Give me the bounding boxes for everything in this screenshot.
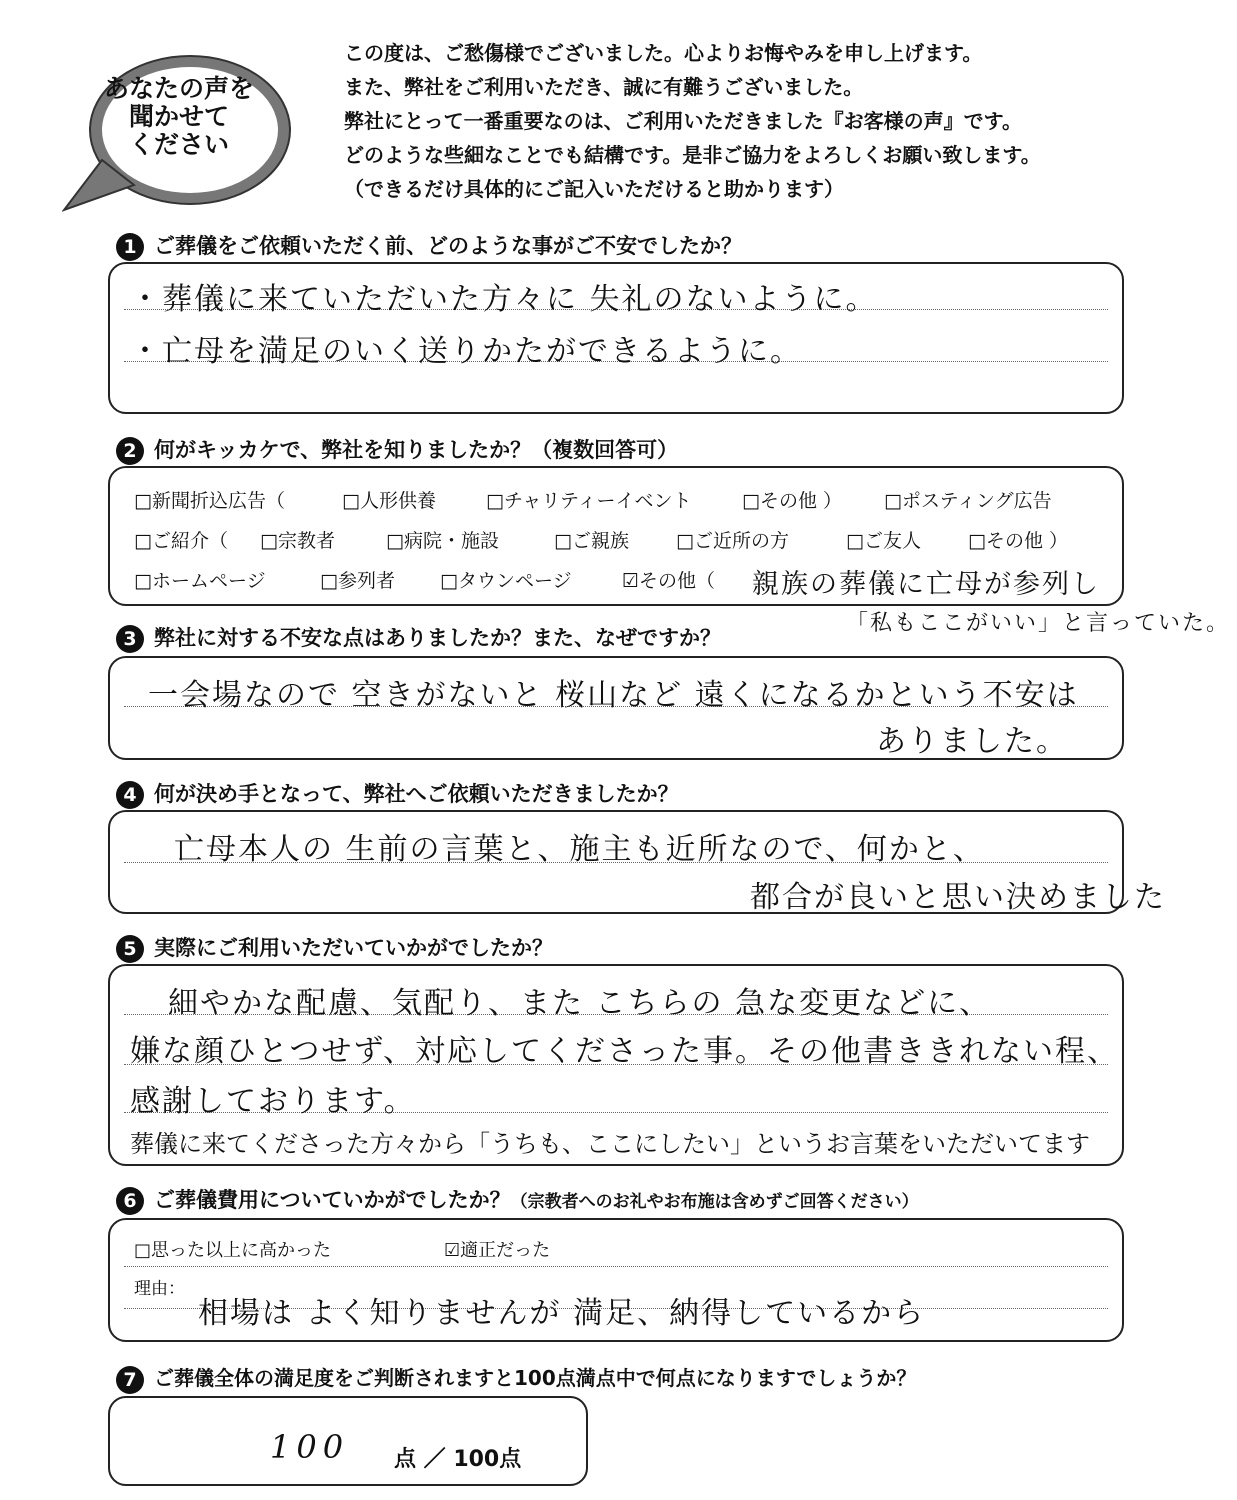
- question-number: 3: [116, 625, 144, 653]
- answer-line: ・亡母を満足のいく送りかたができるように。: [130, 334, 802, 369]
- reason-label: 理由：: [134, 1279, 185, 1299]
- question-2: 2 何がキッカケで、弊社を知りましたか？（複数回答可）: [116, 434, 678, 465]
- checkbox-option-checked[interactable]: ☑適正だった: [444, 1240, 551, 1261]
- answer-box-3[interactable]: [108, 656, 1124, 760]
- answer-line: 細やかな配慮、気配り、また こちらの 急な変更などに、: [168, 986, 992, 1021]
- other-reason-handwritten-2: 「私もここがいい」と言っていた。: [846, 611, 1231, 636]
- reason-text[interactable]: 相場は よく知りませんが 満足、納得しているから: [198, 1296, 926, 1331]
- checkbox-option[interactable]: □ホームページ: [134, 570, 266, 592]
- question-3: 3 弊社に対する不安な点はありましたか？また、なぜですか？: [116, 622, 721, 653]
- checkbox-option[interactable]: □ポスティング広告: [884, 490, 1052, 512]
- question-number: 7: [116, 1366, 144, 1394]
- checkbox-option[interactable]: □ご友人: [846, 530, 921, 552]
- question-number: 6: [116, 1187, 144, 1215]
- answer-line: 嫌な顔ひとつせず、対応してくださった事。その他書ききれない程、: [130, 1034, 1119, 1069]
- question-7: 7 ご葬儀全体の満足度をご判断されますと100点満点中で何点になりますでしょうか？: [116, 1362, 916, 1394]
- question-number: 5: [116, 935, 144, 963]
- answer-box-6: [108, 1218, 1124, 1342]
- intro-text: この度は、ご愁傷様でございました。心よりお悔やみを申し上げます。 また、弊社をご利用いただき、誠に有難うございました。 弊社にとって一番重要なのは、ご利用いただきました『お客様の声』です。 どのような些細なことでも結構です。是非ご協力をよろしくお願い致します。 （できるだけ具体的にご記入いただけると助かります）: [344, 41, 1041, 201]
- score-value: 100: [270, 1428, 350, 1466]
- checkbox-option[interactable]: □宗教者: [260, 530, 335, 552]
- checkbox-option[interactable]: □その他 ）: [968, 530, 1068, 552]
- answer-box-4[interactable]: [108, 810, 1166, 915]
- checkbox-option[interactable]: □思った以上に高かった: [134, 1240, 332, 1261]
- question-number: 2: [116, 437, 144, 465]
- score-suffix: 点 ／ 100点: [394, 1447, 522, 1472]
- question-number: 1: [116, 233, 144, 261]
- question-1: 1 ご葬儀をご依頼いただく前、どのような事がご不安でしたか？: [116, 230, 742, 261]
- checkbox-option[interactable]: □ご近所の方: [676, 530, 789, 552]
- other-reason-handwritten: 親族の葬儀に亡母が参列し: [752, 569, 1100, 600]
- badge-title: あなたの声を 聞かせて ください: [103, 74, 254, 159]
- checkbox-option[interactable]: □ご紹介（: [134, 530, 228, 552]
- question-6: 6 ご葬儀費用についていかがでしたか？（宗教者へのお礼やお布施は含めずご回答ください）: [116, 1184, 919, 1215]
- answer-line: ・葬儀に来ていただいた方々に 失礼のないように。: [130, 282, 878, 317]
- question-number: 4: [116, 781, 144, 809]
- checkbox-option-checked[interactable]: ☑その他（: [622, 570, 716, 592]
- checkbox-option[interactable]: □チャリティーイベント: [486, 490, 692, 512]
- answer-line: 葬儀に来てくださった方々から「うちも、ここにしたい」というお言葉をいただいてます: [130, 1130, 1090, 1158]
- answer-line: 亡母本人の 生前の言葉と、施主も近所なので、何かと、: [174, 832, 985, 867]
- question-5: 5 実際にご利用いただいていかがでしたか？: [116, 932, 553, 963]
- answer-line: 感謝しております。: [130, 1084, 416, 1119]
- checkbox-option[interactable]: □参列者: [320, 570, 395, 592]
- answer-box-5[interactable]: [108, 964, 1124, 1166]
- checkbox-option[interactable]: □ご親族: [554, 530, 629, 552]
- answer-line: 一会場なので 空きがないと 桜山など 遠くになるかという不安は: [148, 678, 1079, 713]
- checkbox-option[interactable]: □新聞折込広告（: [134, 490, 285, 512]
- checkbox-option[interactable]: □その他 ）: [742, 490, 842, 512]
- checkbox-option[interactable]: □人形供養: [342, 490, 436, 512]
- checkbox-option[interactable]: □病院・施設: [386, 530, 499, 552]
- answer-line: 都合が良いと思い決めました: [750, 880, 1166, 915]
- question-4: 4 何が決め手となって、弊社へご依頼いただきましたか？: [116, 778, 679, 809]
- answer-box-1[interactable]: [108, 262, 1124, 414]
- checkbox-option[interactable]: □タウンページ: [440, 570, 572, 592]
- score-box[interactable]: [108, 1396, 588, 1486]
- answer-line: ありました。: [876, 724, 1068, 759]
